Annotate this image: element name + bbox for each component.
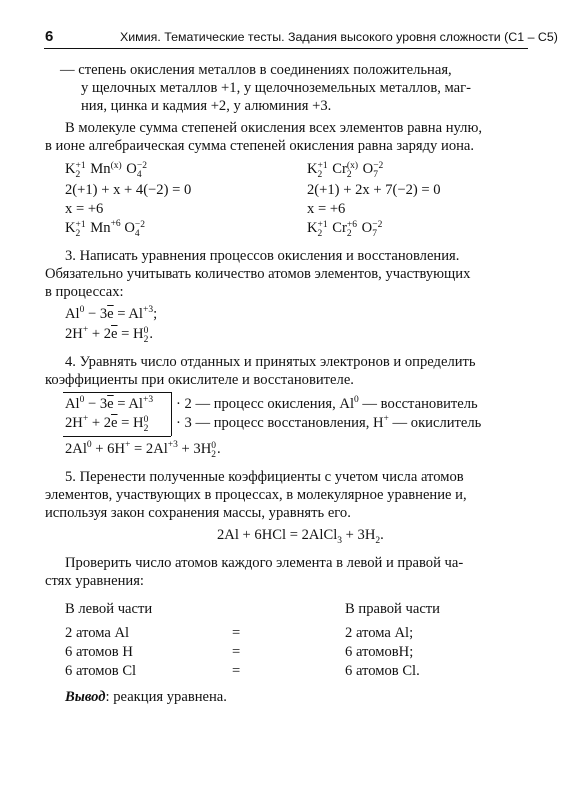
count-left-h: 6 атомов H (65, 644, 133, 660)
count-right-al: 2 атома Al; (345, 625, 414, 641)
balance-bottom-rule (63, 436, 171, 437)
step4-line-1: 4. Уравнять число отданных и принятых электронов и определить (65, 354, 476, 370)
left-side-header: В левой части (65, 601, 153, 617)
formula-k2mno4-unknown: K +1 2 Mn (x) O −2 4 (65, 161, 147, 181)
intro-line-1: — степень окисления металлов в соединениях положительная, (60, 62, 452, 78)
count-eq-al: = (232, 625, 241, 641)
ionic-sum-equation: $2Al^0 + 6H^+ = 2Al^{+3} + 3H$ 0 2 . (65, 440, 221, 461)
right-side-header: В правой части (345, 601, 440, 617)
calc-left-equation: 2(+1) + x + 4(−2) = 0 (65, 182, 192, 198)
balance-reduction-eq: $2H^+ + 2\overline{e} = H$ 0 2 (65, 414, 149, 435)
count-left-cl: 6 атомов Cl (65, 663, 137, 679)
count-right-h: 6 атомовH; (345, 644, 414, 660)
step3-line-1: 3. Написать уравнения процессов окисления и восстановления. (65, 248, 460, 264)
step5-line-1: 5. Перенести полученные коэффициенты с учетом числа атомов (65, 469, 464, 485)
calc-right-result: x = +6 (307, 201, 346, 217)
running-header: Химия. Тематические тесты. Задания высокого уровня сложности (C1 – C5) (120, 30, 558, 44)
half-reaction-oxidation: $Al^0 - 3\overline{e} = Al^{+3}$; (65, 305, 158, 322)
rule-line-2: в ионе алгебраическая сумма степеней окисления равна заряду иона. (45, 138, 475, 154)
step3-line-2: Обязательно учитывать количество атомов элементов, участвующих (45, 266, 471, 282)
rule-line-1: В молекуле сумма степеней окисления всех элементов равна нулю, (65, 120, 482, 136)
count-left-al: 2 атома Al (65, 625, 130, 641)
balance-oxidation-eq: $Al^0 - 3\overline{e} = Al^{+3}$ (65, 395, 154, 412)
count-eq-cl: = (232, 663, 241, 679)
step5-line-2: элементов, участвующих в процессах, в молекулярное уравнение и, (45, 487, 467, 503)
formula-k2cr2o7-unknown: K +1 2 Cr (x) 2 O −2 7 (307, 161, 384, 181)
check-line-2: стях уравнения: (45, 573, 144, 589)
header-rule (44, 48, 528, 49)
count-right-cl: 6 атомов Cl. (345, 663, 420, 679)
balance-divider (171, 392, 172, 436)
conclusion-label: Вывод (65, 689, 106, 705)
molecular-equation: 2Al + 6HCl = 2AlCl$_3$ + $3H_2$. (217, 527, 384, 546)
calc-right-equation: 2(+1) + 2x + 7(−2) = 0 (307, 182, 441, 198)
formula-k2cr2o7-solved: K +1 2 Cr +6 2 O −2 7 (307, 220, 383, 240)
half-reaction-reduction: $2H^+ + 2\overline{e} = H$ 0 2 . (65, 325, 153, 346)
intro-line-3: ния, цинка и кадмия +2, у алюминия +3. (81, 98, 332, 114)
conclusion-text: : реакция уравнена. (105, 689, 227, 705)
balance-reduction-note: · 3 — процесс восстановления, H+ — окислитель (176, 414, 482, 431)
balance-oxidation-note: · 2 — процесс окисления, Al$^0$ — восстановитель (176, 395, 478, 412)
check-line-1: Проверить число атомов каждого элемента в левой и правой ча- (65, 555, 464, 571)
conclusion (65, 688, 227, 706)
intro-line-2: у щелочных металлов +1, у щелочноземельных металлов, маг- (81, 80, 472, 96)
page-number: 6 (45, 28, 54, 45)
step3-line-3: в процессах: (45, 284, 124, 300)
step4-line-2: коэффициенты при окислителе и восстановителе. (45, 372, 354, 388)
count-eq-h: = (232, 644, 241, 660)
formula-k2mno4-solved: K +1 2 $Mn^{+6}$ O −2 4 (65, 219, 145, 240)
step5-line-3: используя закон сохранения массы, уравнять его. (45, 505, 351, 521)
calc-left-result: x = +6 (65, 201, 104, 217)
balance-top-rule (63, 392, 171, 393)
